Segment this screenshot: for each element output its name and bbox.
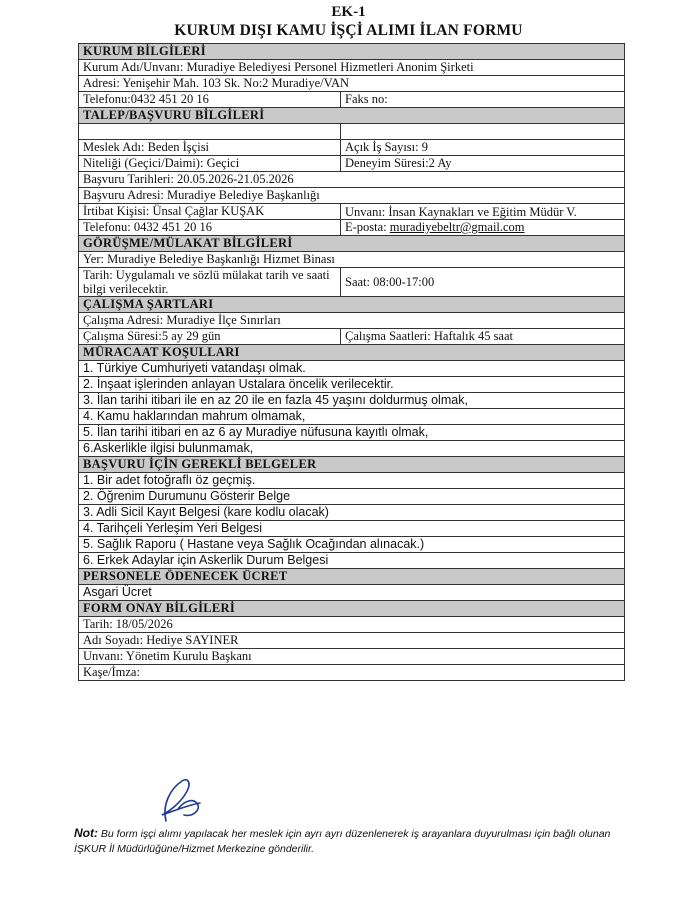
institution-phone: Telefonu:0432 451 20 16 bbox=[79, 92, 341, 108]
wage-value: Asgari Ücret bbox=[79, 585, 625, 601]
list-item: 3. İlan tarihi itibari ile en az 20 ile en fazla 45 yaşını doldurmuş olmak, bbox=[79, 393, 625, 409]
table-row bbox=[79, 92, 625, 108]
table-row bbox=[79, 649, 625, 665]
contact-phone: Telefonu: 0432 451 20 16 bbox=[79, 220, 341, 236]
list-item: 2. Öğrenim Durumunu Gösterir Belge bbox=[79, 489, 625, 505]
note-text: Bu form işçi alımı yapılacak her meslek için ayrı ayrı düzenlenerek iş arayanlara duyurulması için bağlı olunan İŞKUR İl Müdürlüğüne/Hizmet Merkezine gönderilir. bbox=[74, 828, 611, 855]
approver-title: Unvanı: Yönetim Kurulu Başkanı bbox=[79, 649, 625, 665]
table-row bbox=[79, 156, 625, 172]
experience-duration: Deneyim Süresi:2 Ay bbox=[341, 156, 625, 172]
application-address: Başvuru Adresi: Muradiye Belediye Başkanlığı bbox=[79, 188, 625, 204]
contact-person: İrtibat Kişisi: Ünsal Çağlar KUŞAK bbox=[79, 204, 341, 220]
table-row bbox=[79, 633, 625, 649]
announcement-form-table bbox=[78, 43, 625, 681]
approver-name: Adı Soyadı: Hediye SAYINER bbox=[79, 633, 625, 649]
open-job-count: Açık İş Sayısı: 9 bbox=[341, 140, 625, 156]
table-row bbox=[79, 76, 625, 92]
work-address: Çalışma Adresi: Muradiye İlçe Sınırları bbox=[79, 313, 625, 329]
table-row bbox=[79, 268, 625, 297]
interview-time: Saat: 08:00-17:00 bbox=[341, 268, 625, 297]
footnote bbox=[74, 826, 634, 857]
table-row bbox=[79, 140, 625, 156]
list-item: 1. Bir adet fotoğraflı öz geçmiş. bbox=[79, 473, 625, 489]
contact-email-cell bbox=[341, 220, 625, 236]
table-row bbox=[79, 617, 625, 633]
institution-name: Kurum Adı/Unvanı: Muradiye Belediyesi Personel Hizmetleri Anonim Şirketi bbox=[79, 60, 625, 76]
application-dates: Başvuru Tarihleri: 20.05.2026-21.05.2026 bbox=[79, 172, 625, 188]
list-item: 4. Tarihçeli Yerleşim Yeri Belgesi bbox=[79, 521, 625, 537]
contact-title: Unvanı: İnsan Kaynakları ve Eğitim Müdür V. bbox=[341, 204, 625, 220]
list-item: 6. Erkek Adaylar için Askerlik Durum Belgesi bbox=[79, 553, 625, 569]
section-header-belgeler: BAŞVURU İÇİN GEREKLİ BELGELER bbox=[79, 457, 625, 473]
stamp-signature-field: Kaşe/İmza: bbox=[79, 665, 625, 681]
table-row bbox=[79, 665, 625, 681]
interview-place: Yer: Muradiye Belediye Başkanlığı Hizmet Binası bbox=[79, 252, 625, 268]
section-header-onay: FORM ONAY BİLGİLERİ bbox=[79, 601, 625, 617]
list-item: 3. Adli Sicil Kayıt Belgesi (kare kodlu olacak) bbox=[79, 505, 625, 521]
section-header-gorusme: GÖRÜŞME/MÜLAKAT BİLGİLERİ bbox=[79, 236, 625, 252]
table-row bbox=[79, 60, 625, 76]
table-row bbox=[79, 313, 625, 329]
section-header-talep: TALEP/BAŞVURU BİLGİLERİ bbox=[79, 108, 625, 124]
blank-row bbox=[79, 124, 625, 140]
email-label: E-posta: bbox=[345, 220, 390, 234]
table-row bbox=[79, 585, 625, 601]
section-header-muracaat: MÜRACAAT KOŞULLARI bbox=[79, 345, 625, 361]
list-item: 5. Sağlık Raporu ( Hastane veya Sağlık Ocağından alınacak.) bbox=[79, 537, 625, 553]
table-row bbox=[79, 329, 625, 345]
work-duration: Çalışma Süresi:5 ay 29 gün bbox=[79, 329, 341, 345]
institution-fax: Faks no: bbox=[341, 92, 625, 108]
note-label: Not: bbox=[74, 826, 98, 840]
table-row bbox=[79, 188, 625, 204]
table-row bbox=[79, 220, 625, 236]
list-item: 1. Türkiye Cumhuriyeti vatandaşı olmak. bbox=[79, 361, 625, 377]
occupation-name: Meslek Adı: Beden İşçisi bbox=[79, 140, 341, 156]
section-header-ucret: PERSONELE ÖDENECEK ÜCRET bbox=[79, 569, 625, 585]
form-title: KURUM DIŞI KAMU İŞÇİ ALIMI İLAN FORMU bbox=[174, 22, 523, 39]
interview-date: Tarih: Uygulamalı ve sözlü mülakat tarih ve saati bilgi verilecektir. bbox=[79, 268, 341, 297]
institution-address: Adresi: Yenişehir Mah. 103 Sk. No:2 Muradiye/VAN bbox=[79, 76, 625, 92]
approval-date: Tarih: 18/05/2026 bbox=[79, 617, 625, 633]
list-item: 6.Askerlikle ilgisi bulunmamak, bbox=[79, 441, 625, 457]
list-item: 5. İlan tarihi itibari en az 6 ay Muradiye nüfusuna kayıtlı olmak, bbox=[79, 425, 625, 441]
handwritten-signature-icon bbox=[148, 775, 218, 825]
email-link[interactable]: muradiyebeltr@gmail.com bbox=[389, 220, 525, 234]
section-header-calisma: ÇALIŞMA ŞARTLARI bbox=[79, 297, 625, 313]
job-nature: Niteliği (Geçici/Daimi): Geçici bbox=[79, 156, 341, 172]
list-item: 4. Kamu haklarından mahrum olmamak, bbox=[79, 409, 625, 425]
list-item: 2. İnşaat işlerinden anlayan Ustalara öncelik verilecektir. bbox=[79, 377, 625, 393]
section-header-kurum: KURUM BİLGİLERİ bbox=[79, 44, 625, 60]
table-row bbox=[79, 204, 625, 220]
table-row bbox=[79, 172, 625, 188]
work-hours: Çalışma Saatleri: Haftalık 45 saat bbox=[341, 329, 625, 345]
table-row bbox=[79, 252, 625, 268]
annex-label: EK-1 bbox=[331, 4, 366, 20]
